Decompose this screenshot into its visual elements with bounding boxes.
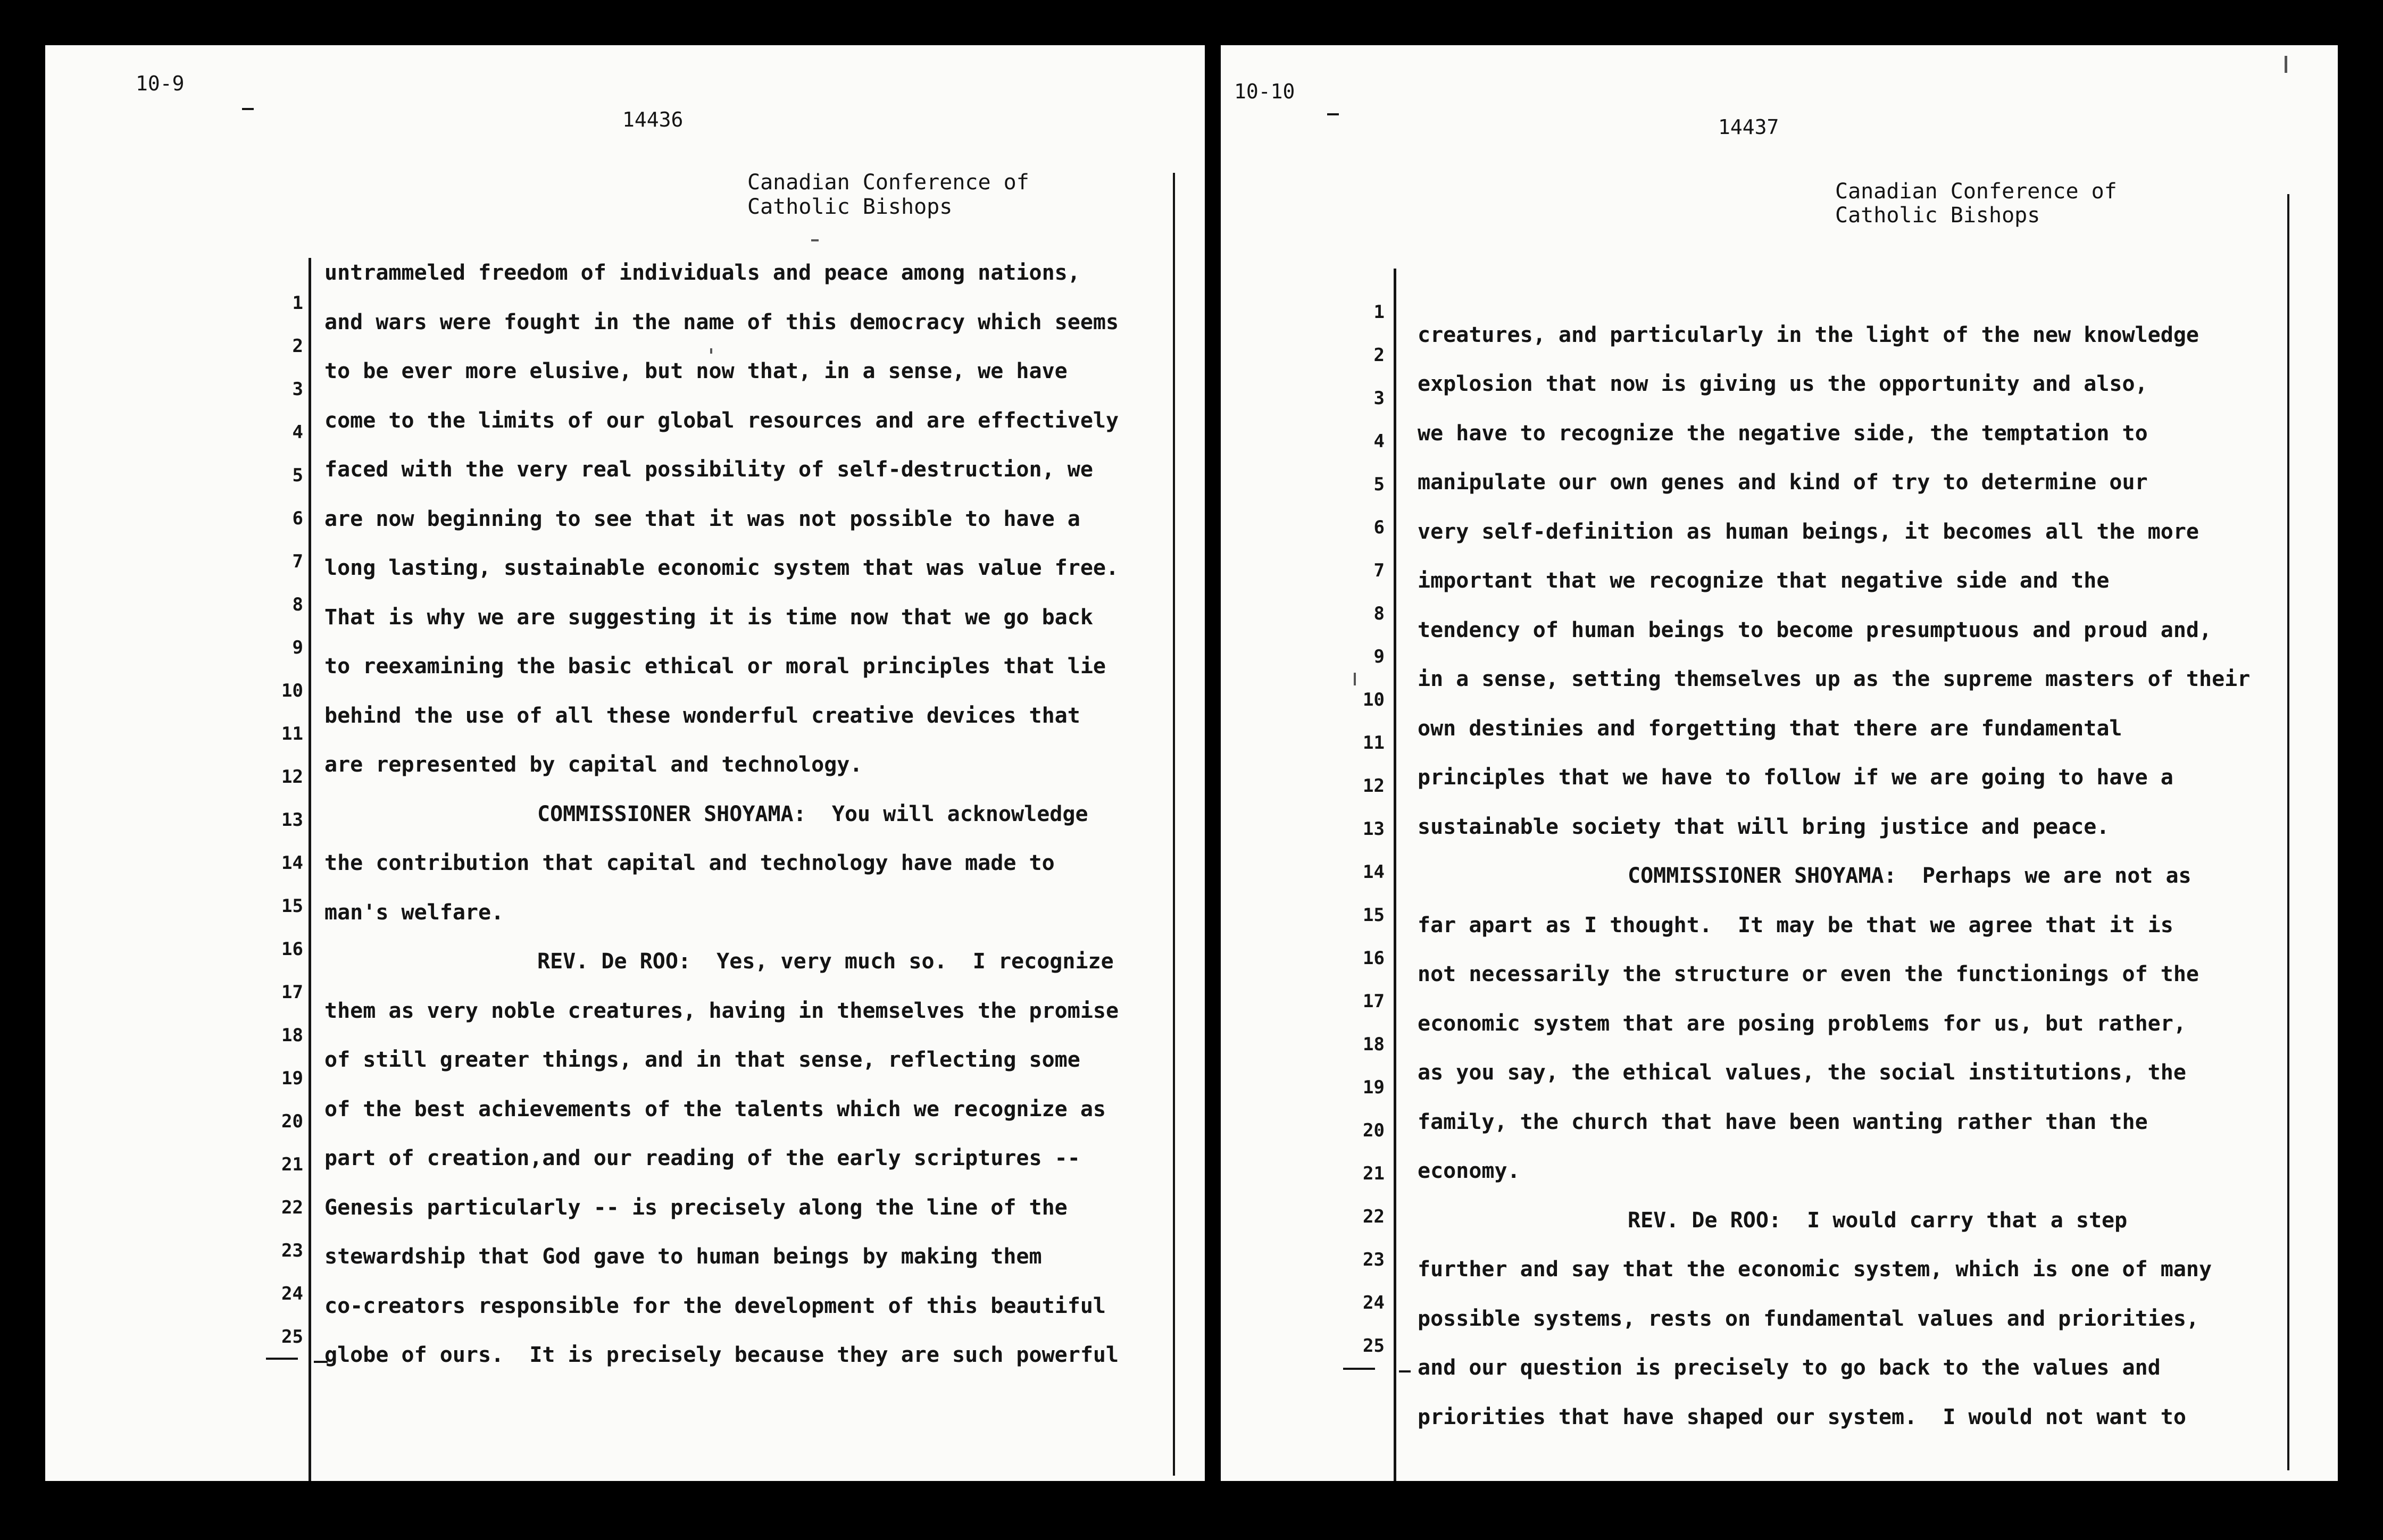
- header-line-1: Canadian Conference of: [747, 170, 1029, 195]
- line-number: 2: [1373, 345, 1385, 366]
- text-line: That is why we are suggesting it is time now that we go back: [324, 605, 1093, 630]
- speaker-line: COMMISSIONER SHOYAMA: You will acknowledge: [537, 802, 1088, 826]
- line-number: 4: [1373, 431, 1385, 452]
- line-number: 14: [281, 852, 303, 874]
- corner-tick-mark: [1327, 113, 1339, 115]
- text-line: in a sense, setting themselves up as the supreme masters of their: [1418, 667, 2251, 691]
- line-25-mark: [1399, 1370, 1411, 1372]
- speaker-line: REV. De ROO: I would carry that a step: [1628, 1208, 2128, 1233]
- text-line: economy.: [1418, 1159, 1520, 1183]
- speck: [2285, 56, 2287, 73]
- text-line: to be ever more elusive, but now that, in a sense, we have: [324, 359, 1068, 383]
- transcript-page-right: [1221, 45, 2338, 1481]
- text-line: far apart as I thought. It may be that we agree that it is: [1418, 913, 2173, 938]
- left-margin-rule: [309, 258, 311, 1481]
- text-line: priorities that have shaped our system. I would not want to: [1418, 1405, 2186, 1429]
- text-line: principles that we have to follow if we are going to have a: [1418, 765, 2173, 790]
- line-number: 18: [281, 1025, 303, 1046]
- header-line-1: Canadian Conference of: [1835, 179, 2117, 204]
- header-line-2: Catholic Bishops: [1835, 203, 2040, 228]
- line-number: 22: [281, 1197, 303, 1218]
- line-number: 8: [1373, 603, 1385, 624]
- line-number: 3: [1373, 388, 1385, 409]
- line-number: 6: [292, 508, 303, 529]
- line-number: 19: [1363, 1077, 1385, 1098]
- right-margin-rule: [1173, 173, 1175, 1476]
- text-line: of the best achievements of the talents which we recognize as: [324, 1097, 1106, 1121]
- line-number: 11: [281, 723, 303, 744]
- line-number: 22: [1363, 1206, 1385, 1227]
- text-line: faced with the very real possibility of self-destruction, we: [324, 457, 1093, 482]
- text-line: tendency of human beings to become presumptuous and proud and,: [1418, 618, 2212, 642]
- speaker-line: REV. De ROO: Yes, very much so. I recognize: [537, 949, 1114, 974]
- text-line: we have to recognize the negative side, the temptation to: [1418, 421, 2148, 446]
- line-number: 21: [281, 1154, 303, 1175]
- line-number: 13: [281, 809, 303, 831]
- line-number: 24: [281, 1283, 303, 1304]
- speck: [710, 348, 712, 354]
- line-number: 10: [281, 680, 303, 701]
- line-number: 5: [1373, 474, 1385, 495]
- line-number: 24: [1363, 1292, 1385, 1313]
- corner-tick-mark: [242, 108, 254, 110]
- page-number: 14436: [622, 108, 684, 131]
- line-number: 23: [1363, 1249, 1385, 1270]
- line-number: 16: [281, 939, 303, 960]
- text-line: and wars were fought in the name of this democracy which seems: [324, 310, 1119, 334]
- line-number: 11: [1363, 732, 1385, 754]
- line-25-mark: [266, 1358, 298, 1360]
- text-line: manipulate our own genes and kind of try to determine our: [1418, 470, 2148, 495]
- text-line: are represented by capital and technology.: [324, 752, 863, 777]
- text-line: Genesis particularly -- is precisely along the line of the: [324, 1195, 1068, 1220]
- text-line: untrammeled freedom of individuals and peace among nations,: [324, 261, 1080, 285]
- line-number: 3: [292, 379, 303, 400]
- line-number: 10: [1363, 689, 1385, 710]
- text-line: and our question is precisely to go back to the values and: [1418, 1355, 2161, 1380]
- line-number: 20: [281, 1111, 303, 1132]
- line-number: 19: [281, 1068, 303, 1089]
- line-number: 12: [1363, 775, 1385, 797]
- line-number: 18: [1363, 1034, 1385, 1055]
- transcript-page-left: [45, 45, 1205, 1481]
- line-number: 20: [1363, 1120, 1385, 1141]
- line-number: 13: [1363, 818, 1385, 840]
- line-number: 9: [1373, 646, 1385, 667]
- line-number: 12: [281, 766, 303, 788]
- line-number: 4: [292, 422, 303, 443]
- line-number: 5: [292, 465, 303, 486]
- line-number: 25: [1363, 1335, 1385, 1357]
- text-line: stewardship that God gave to human beings by making them: [324, 1244, 1042, 1269]
- header-line-2: Catholic Bishops: [747, 195, 953, 219]
- line-number: 1: [292, 292, 303, 314]
- line-number: 9: [292, 637, 303, 658]
- line-number: 25: [281, 1326, 303, 1347]
- text-line: long lasting, sustainable economic system that was value free.: [324, 556, 1119, 580]
- left-margin-rule: [1394, 269, 1396, 1481]
- text-line: man's welfare.: [324, 900, 504, 925]
- text-line: family, the church that have been wanting rather than the: [1418, 1110, 2148, 1134]
- text-line: sustainable society that will bring justice and peace.: [1418, 815, 2110, 839]
- line-number: 14: [1363, 861, 1385, 883]
- text-line: very self-definition as human beings, it becomes all the more: [1418, 520, 2199, 544]
- text-line: not necessarily the structure or even the functionings of the: [1418, 962, 2199, 986]
- page-number: 14437: [1718, 115, 1779, 139]
- text-line: own destinies and forgetting that there are fundamental: [1418, 716, 2122, 741]
- text-line: them as very noble creatures, having in themselves the promise: [324, 999, 1119, 1023]
- line-number: 8: [292, 594, 303, 615]
- speck: [811, 239, 819, 241]
- text-line: explosion that now is giving us the opportunity and also,: [1418, 372, 2148, 396]
- speaker-line: COMMISSIONER SHOYAMA: Perhaps we are not as: [1628, 864, 2192, 888]
- line-number: 15: [281, 895, 303, 917]
- speck: [1354, 673, 1356, 685]
- line-number: 21: [1363, 1163, 1385, 1184]
- text-line: come to the limits of our global resources and are effectively: [324, 408, 1119, 433]
- line-number: 23: [281, 1240, 303, 1261]
- text-line: economic system that are posing problems for us, but rather,: [1418, 1011, 2186, 1036]
- text-line: globe of ours. It is precisely because they are such powerful: [324, 1343, 1119, 1367]
- line-25-mark: [1343, 1368, 1375, 1370]
- text-line: as you say, the ethical values, the social institutions, the: [1418, 1060, 2186, 1085]
- text-line: to reexamining the basic ethical or moral principles that lie: [324, 654, 1106, 679]
- text-line: of still greater things, and in that sense, reflecting some: [324, 1048, 1080, 1072]
- line-number: 15: [1363, 905, 1385, 926]
- page-reference: 10-9: [136, 72, 185, 95]
- text-line: co-creators responsible for the development of this beautiful: [324, 1294, 1106, 1318]
- line-number: 1: [1373, 302, 1385, 323]
- text-line: the contribution that capital and technology have made to: [324, 851, 1055, 875]
- line-number: 17: [1363, 991, 1385, 1012]
- page-reference: 10-10: [1234, 80, 1295, 103]
- right-margin-rule: [2287, 194, 2289, 1470]
- text-line: important that we recognize that negative side and the: [1418, 568, 2110, 593]
- line-number: 17: [281, 982, 303, 1003]
- line-number: 2: [292, 336, 303, 357]
- text-line: further and say that the economic system, which is one of many: [1418, 1257, 2212, 1282]
- line-number: 7: [1373, 560, 1385, 581]
- text-line: part of creation,and our reading of the early scriptures --: [324, 1146, 1080, 1170]
- text-line: are now beginning to see that it was not possible to have a: [324, 507, 1080, 531]
- line-number: 16: [1363, 948, 1385, 969]
- text-line: possible systems, rests on fundamental values and priorities,: [1418, 1307, 2199, 1331]
- text-line: behind the use of all these wonderful creative devices that: [324, 704, 1080, 728]
- text-line: creatures, and particularly in the light of the new knowledge: [1418, 323, 2199, 347]
- line-number: 7: [292, 551, 303, 572]
- line-number: 6: [1373, 517, 1385, 538]
